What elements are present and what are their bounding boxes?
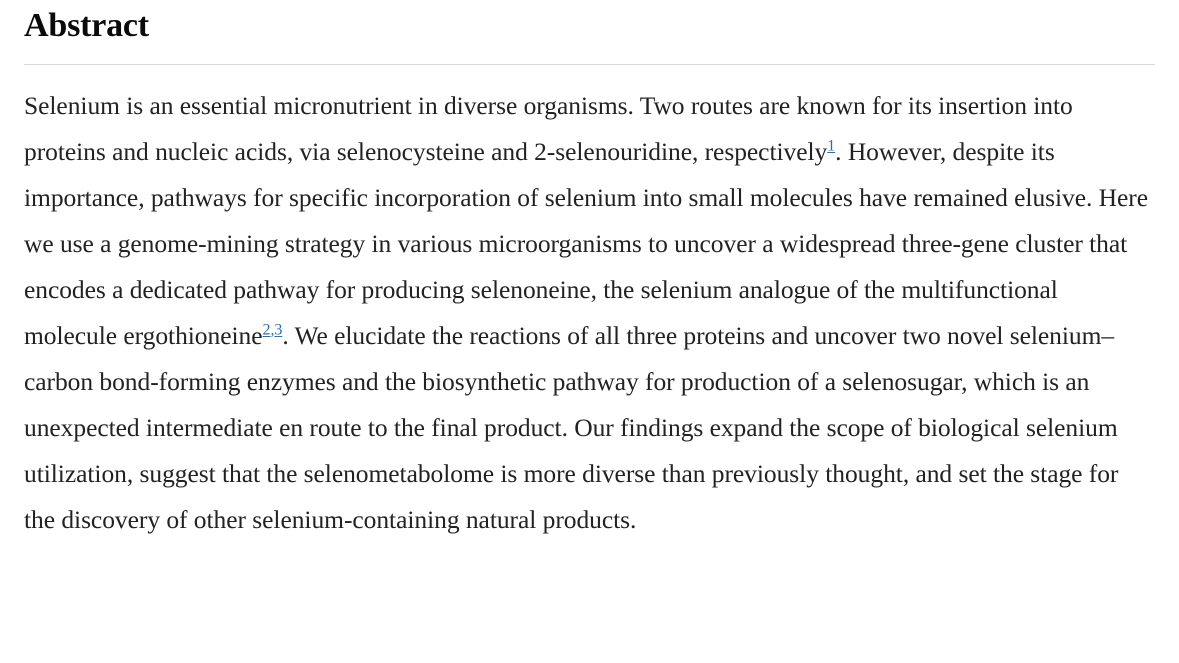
- abstract-text-segment-1: Selenium is an essential micronutrient in diverse organisms. Two routes are known for its insertion into proteins and nucleic acids, via selenocysteine and 2-selenouridine, respectively: [24, 91, 1073, 166]
- abstract-paragraph: [24, 83, 1155, 543]
- reference-link-2[interactable]: 2: [262, 321, 271, 339]
- abstract-text-segment-3: . We elucidate the reactions of all three proteins and uncover two novel selenium–carbon bond-forming enzymes and the biosynthetic pathway for production of a selenosugar, which is an unexpected intermediate en route to the final product. Our findings expand the scope of biological selenium utilization, suggest that the selenometabolome is more diverse than previously thought, and set the stage for the discovery of other selenium-containing natural products.: [24, 321, 1119, 534]
- abstract-section: [0, 6, 1179, 543]
- abstract-text-segment-2: . However, despite its importance, pathways for specific incorporation of selenium into small molecules have remained elusive. Here we use a genome-mining strategy in various microorganisms to uncover a widespread three-gene cluster that encodes a dedicated pathway for producing selenoneine, the selenium analogue of the multifunctional molecule ergothioneine: [24, 137, 1149, 350]
- abstract-heading: Abstract: [24, 7, 149, 44]
- reference-link-3[interactable]: 3: [274, 321, 283, 339]
- heading-divider: [24, 64, 1155, 65]
- reference-separator: ,: [270, 321, 275, 339]
- reference-link-1[interactable]: 1: [827, 137, 836, 155]
